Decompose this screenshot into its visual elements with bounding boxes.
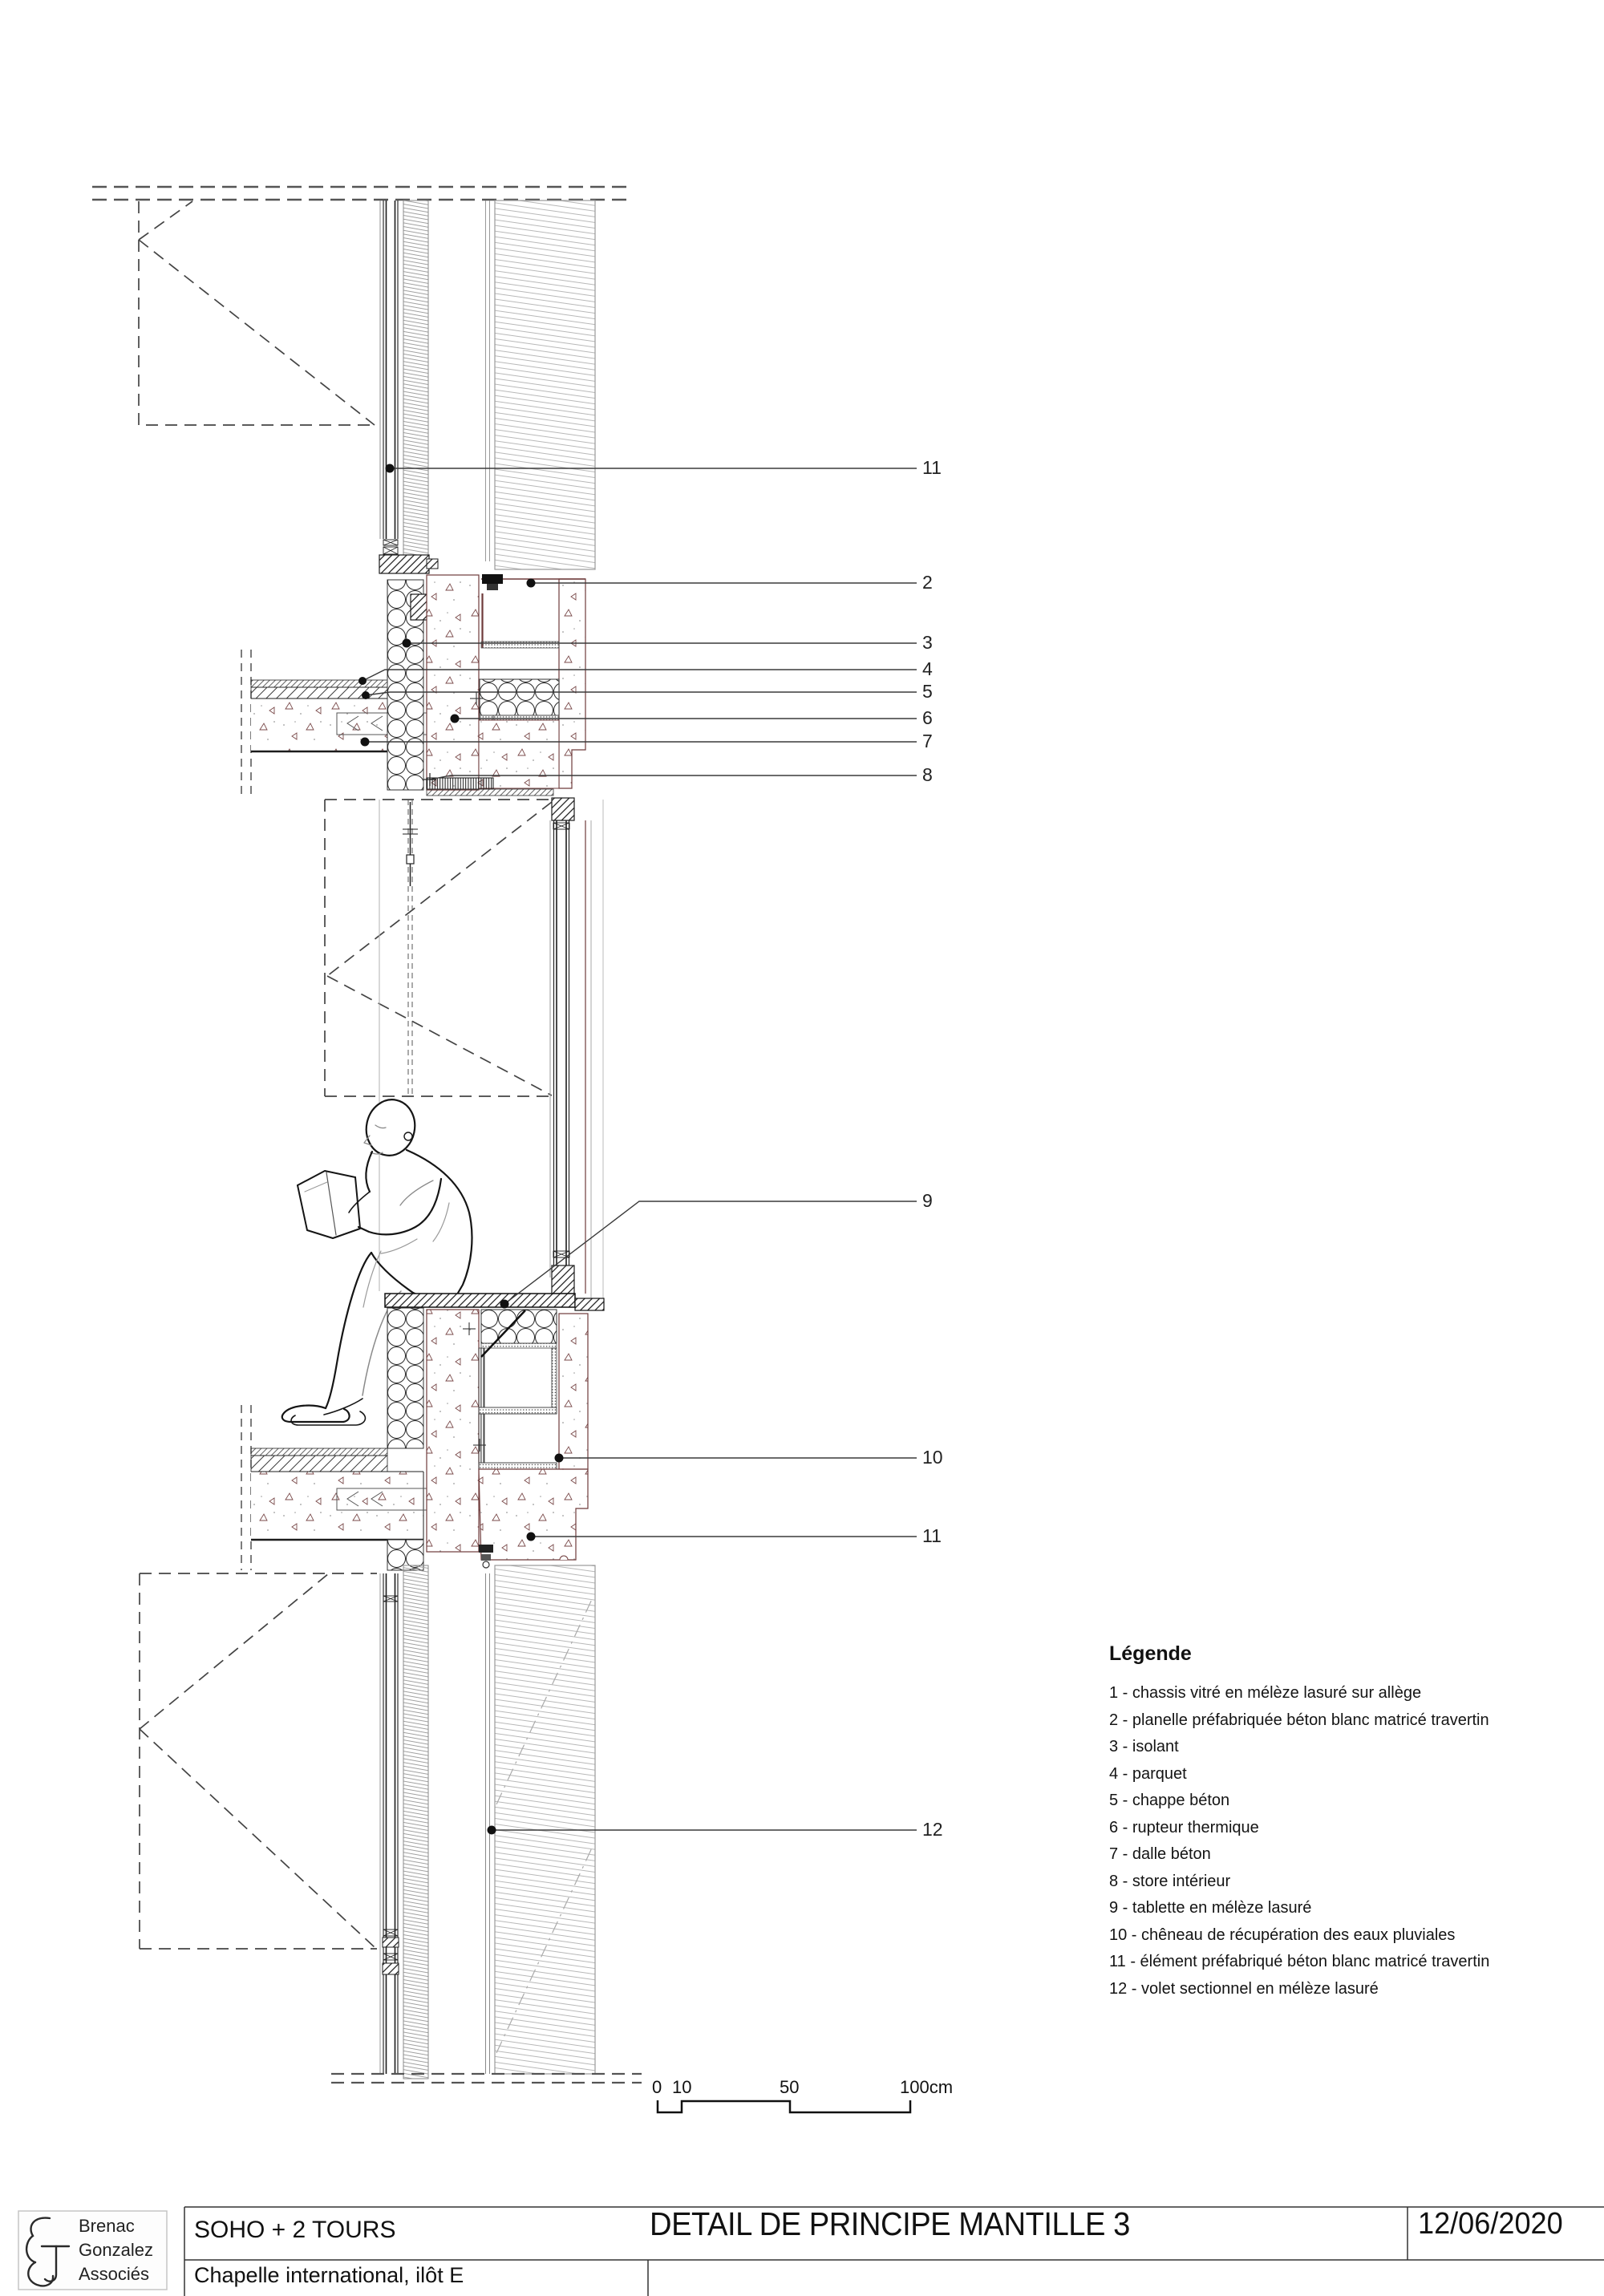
drawing-date: 12/06/2020 (1418, 2207, 1563, 2241)
callout-9: 9 (922, 1190, 933, 1211)
legend-item-1: 1 - chassis vitré en mélèze lasuré sur allège (1109, 1684, 1422, 1702)
legend-item-8: 8 - store intérieur (1109, 1872, 1231, 1890)
legend-item-5: 5 - chappe béton (1109, 1792, 1230, 1809)
upper-window-opening-dashed (139, 201, 377, 425)
upper-wall-strips (403, 200, 595, 569)
callout-6: 6 (922, 707, 933, 728)
legend-item-12: 12 - volet sectionnel en mélèze lasuré (1109, 1979, 1379, 1998)
lower-window-frame (380, 1573, 399, 2074)
callout-12: 12 (922, 1819, 943, 1840)
parquet-layer (251, 680, 387, 687)
callout-11-lower: 11 (922, 1525, 942, 1546)
cloth-folds (363, 1203, 449, 1307)
middle-window-frame (550, 798, 574, 1294)
legend-item-4: 4 - parquet (1109, 1764, 1187, 1783)
callout-11-upper: 11 (922, 457, 942, 478)
store-interieur (427, 778, 493, 789)
callout-7: 7 (922, 731, 933, 751)
project-location: Chapelle international, ilôt E (194, 2263, 464, 2287)
legend-item-9: 9 - tablette en mélèze lasuré (1109, 1899, 1312, 1917)
glazing-block-icon (383, 540, 398, 554)
logo-line-3: Associés (79, 2264, 150, 2284)
logo-text (79, 2214, 153, 2286)
legend-item-7: 7 - dalle béton (1109, 1845, 1211, 1863)
callout-4: 4 (922, 658, 933, 679)
lower-window-opening-dashed (140, 1573, 377, 1949)
lower-window (140, 1565, 595, 2079)
callout-leaders (358, 464, 917, 1835)
head-trim-band (427, 789, 553, 796)
cavity-bottom-band (481, 642, 559, 648)
upper-window-frame (380, 200, 398, 554)
bottom-dashed-lines (331, 2074, 642, 2083)
legend-item-3: 3 - isolant (1109, 1738, 1179, 1755)
legend-item-2: 2 - planelle préfabriquée béton blanc matricé travertin (1109, 1711, 1489, 1729)
legend-item-10: 10 - chêneau de récupération des eaux pluviales (1109, 1925, 1456, 1944)
arm-outline (358, 1179, 441, 1234)
callout-8: 8 (922, 764, 933, 785)
store-suspension-rod (403, 802, 418, 886)
callout-2: 2 (922, 572, 933, 593)
planelle-prefab (559, 579, 585, 788)
callout-3: 3 (922, 632, 933, 653)
window-head-hardware (482, 574, 503, 590)
ceiling-dashed-lines (92, 187, 634, 200)
upper-slab-detail (241, 555, 585, 798)
scale-label-100: 100cm (900, 2077, 954, 2097)
scale-label-50: 50 (780, 2077, 800, 2097)
wood-sill-block (379, 555, 429, 573)
lower-slab-detail (241, 1308, 588, 1570)
isolant-horizontal (480, 679, 559, 715)
project-name: SOHO + 2 TOURS (194, 2217, 396, 2243)
callout-10: 10 (922, 1447, 943, 1468)
volet-sectionnel (495, 1565, 595, 2074)
legend-item-6: 6 - rupteur thermique (1109, 1818, 1259, 1836)
book (298, 1171, 360, 1238)
shoe-1 (282, 1406, 350, 1422)
prefab-column (427, 575, 479, 790)
legend (1109, 1642, 1574, 2002)
drawing-title: DETAIL DE PRINCIPE MANTILLE 3 (650, 2205, 1130, 2242)
middle-window-opening-dashed (325, 800, 552, 1096)
legend-title: Légende (1109, 1642, 1192, 1665)
scale-bar (658, 2100, 910, 2112)
back-outline (407, 1150, 472, 1294)
legend-item-11: 11 - élément préfabriqué béton blanc matricé travertin (1109, 1953, 1490, 1970)
scale-label-10: 10 (672, 2077, 692, 2097)
callout-5: 5 (922, 681, 933, 702)
slab-edge-dashed (241, 650, 251, 798)
logo-line-2: Gonzalez (79, 2240, 153, 2260)
logo-line-1: Brenac (79, 2216, 135, 2236)
cheneau (479, 1348, 557, 1469)
scale-label-0: 0 (652, 2077, 662, 2097)
